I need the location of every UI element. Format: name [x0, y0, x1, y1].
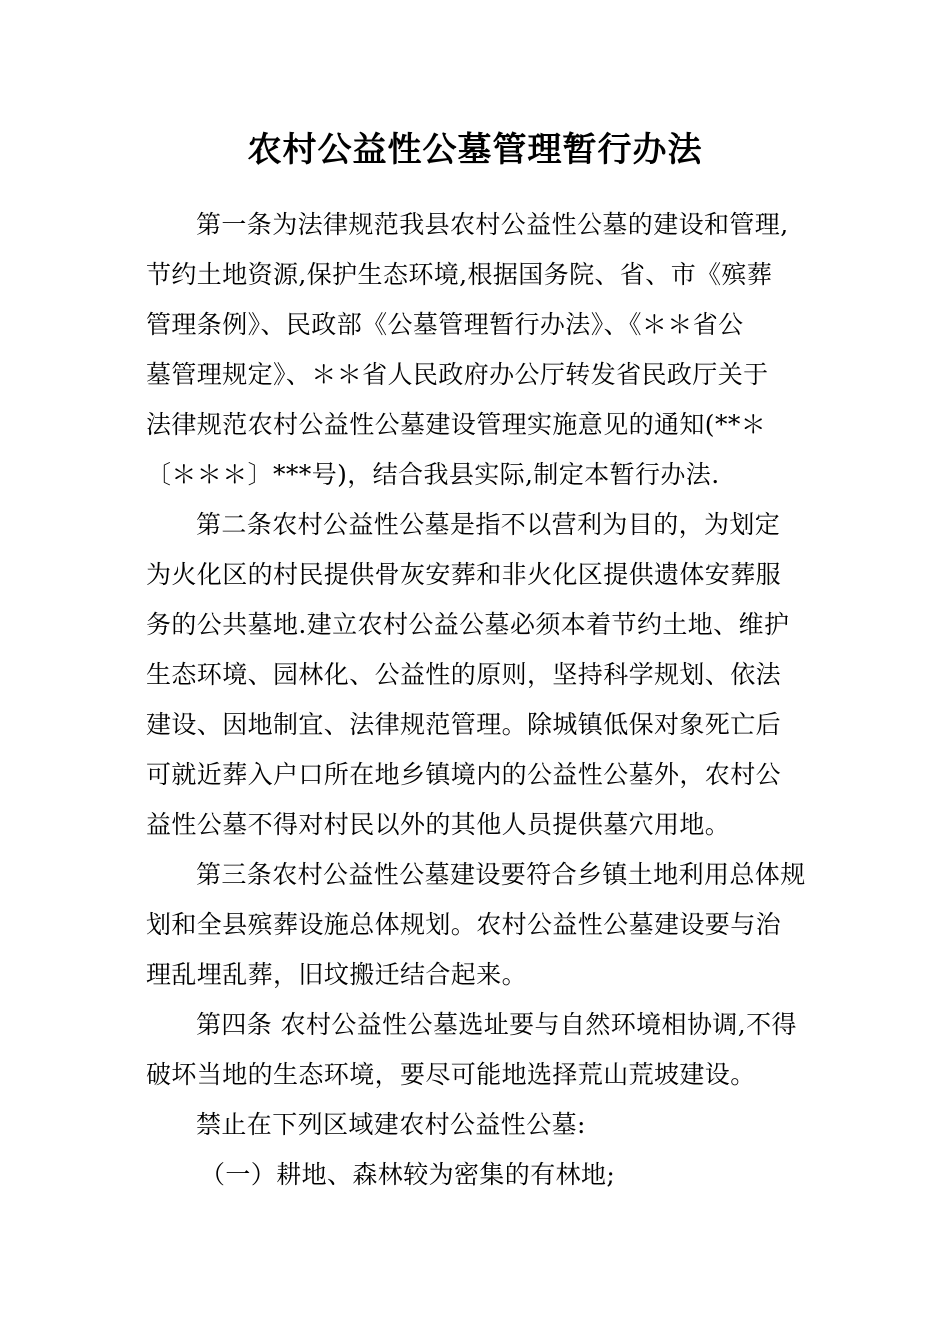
article-2-line-1: 第二条农村公益性公墓是指不以营利为目的，为划定 [196, 510, 781, 539]
prohibited-area-item-1: （一）耕地、森林较为密集的有林地; [200, 1160, 616, 1189]
article-4-line-2: 破坏当地的生态环境，要尽可能地选择荒山荒坡建设。 [146, 1060, 756, 1089]
article-1-line-5: 法律规范农村公益性公墓建设管理实施意见的通知(**＊ [146, 410, 767, 439]
document-body [146, 200, 826, 1200]
article-2-line-4: 生态环境、园林化、公益性的原则，坚持科学规划、依法 [146, 660, 782, 689]
article-2-line-3: 务的公共墓地.建立农村公益公墓必须本着节约土地、维护 [146, 610, 790, 639]
article-1-line-4: 墓管理规定》、＊＊省人民政府办公厅转发省民政厅关于 [146, 360, 769, 389]
prohibited-areas-heading: 禁止在下列区域建农村公益性公墓: [196, 1110, 586, 1139]
document-title: 农村公益性公墓管理暂行办法 [247, 130, 703, 170]
article-3-line-1: 第三条农村公益性公墓建设要符合乡镇土地利用总体规 [196, 860, 806, 889]
article-2-line-2: 为火化区的村民提供骨灰安葬和非火化区提供遗体安葬服 [146, 560, 782, 589]
article-3-line-3: 理乱埋乱葬，旧坟搬迁结合起来。 [146, 960, 528, 989]
article-2-line-6: 可就近葬入户口所在地乡镇境内的公益性公墓外，农村公 [146, 760, 782, 789]
article-1-line-3: 管理条例》、民政部《公墓管理暂行办法》、《＊＊省公 [146, 310, 744, 339]
article-4-line-1: 第四条 农村公益性公墓选址要与自然环境相协调,不得 [196, 1010, 797, 1039]
article-2-line-5: 建设、因地制宜、法律规范管理。除城镇低保对象死亡后 [146, 710, 782, 739]
article-1-line-1: 第一条为法律规范我县农村公益性公墓的建设和管理, [196, 210, 789, 239]
article-3-line-2: 划和全县殡葬设施总体规划。农村公益性公墓建设要与治 [146, 910, 782, 939]
article-1-line-6: 〔＊＊＊〕***号)，结合我县实际,制定本暂行办法. [146, 460, 720, 489]
article-2-line-7: 益性公墓不得对村民以外的其他人员提供墓穴用地。 [146, 810, 731, 839]
article-1-line-2: 节约土地资源,保护生态环境,根据国务院、省、市《殡葬 [146, 260, 773, 289]
